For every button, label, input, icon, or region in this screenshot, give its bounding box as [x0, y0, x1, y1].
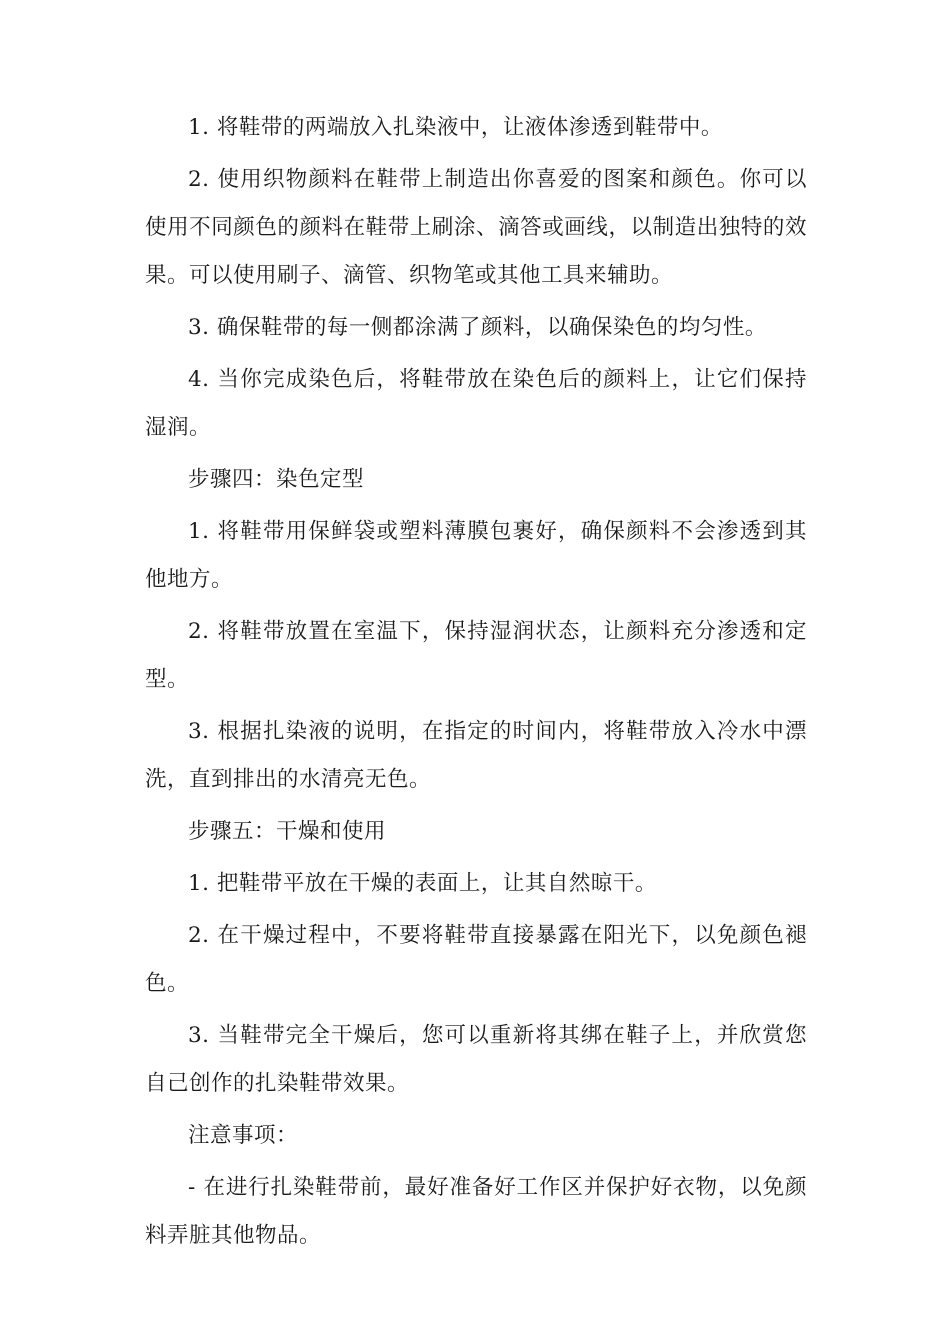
step4-item-1: 1. 将鞋带用保鲜袋或塑料薄膜包裹好，确保颜料不会渗透到其他地方。 [145, 519, 807, 592]
step3-item-1: 1. 将鞋带的两端放入扎染液中，让液体渗透到鞋带中。 [188, 115, 723, 140]
step4-item-2: 2. 将鞋带放置在室温下，保持湿润状态，让颜料充分渗透和定型。 [145, 619, 807, 692]
step3-item-3: 3. 确保鞋带的每一侧都涂满了颜料，以确保染色的均匀性。 [188, 315, 767, 340]
step5-item-1: 1. 把鞋带平放在干燥的表面上，让其自然晾干。 [188, 871, 657, 896]
step4-item-3: 3. 根据扎染液的说明，在指定的时间内，将鞋带放入冷水中漂洗，直到排出的水清亮无色。 [145, 719, 807, 792]
step3-item-2: 2. 使用织物颜料在鞋带上制造出你喜爱的图案和颜色。你可以使用不同颜色的颜料在鞋带上刷涂、滴答或画线，以制造出独特的效果。可以使用刷子、滴管、织物笔或其他工具来辅助。 [145, 167, 807, 288]
notes-heading: 注意事项： [188, 1123, 299, 1148]
document-body [145, 104, 807, 1264]
step5-item-2: 2. 在干燥过程中，不要将鞋带直接暴露在阳光下，以免颜色褪色。 [145, 923, 807, 996]
step5-item-3: 3. 当鞋带完全干燥后，您可以重新将其绑在鞋子上，并欣赏您自己创作的扎染鞋带效果。 [145, 1023, 807, 1096]
notes-item-1: - 在进行扎染鞋带前，最好准备好工作区并保护好衣物，以免颜料弄脏其他物品。 [145, 1175, 807, 1248]
step5-heading: 步骤五：干燥和使用 [188, 819, 387, 844]
step4-heading: 步骤四：染色定型 [188, 467, 365, 492]
step3-item-4: 4. 当你完成染色后，将鞋带放在染色后的颜料上，让它们保持湿润。 [145, 367, 807, 440]
